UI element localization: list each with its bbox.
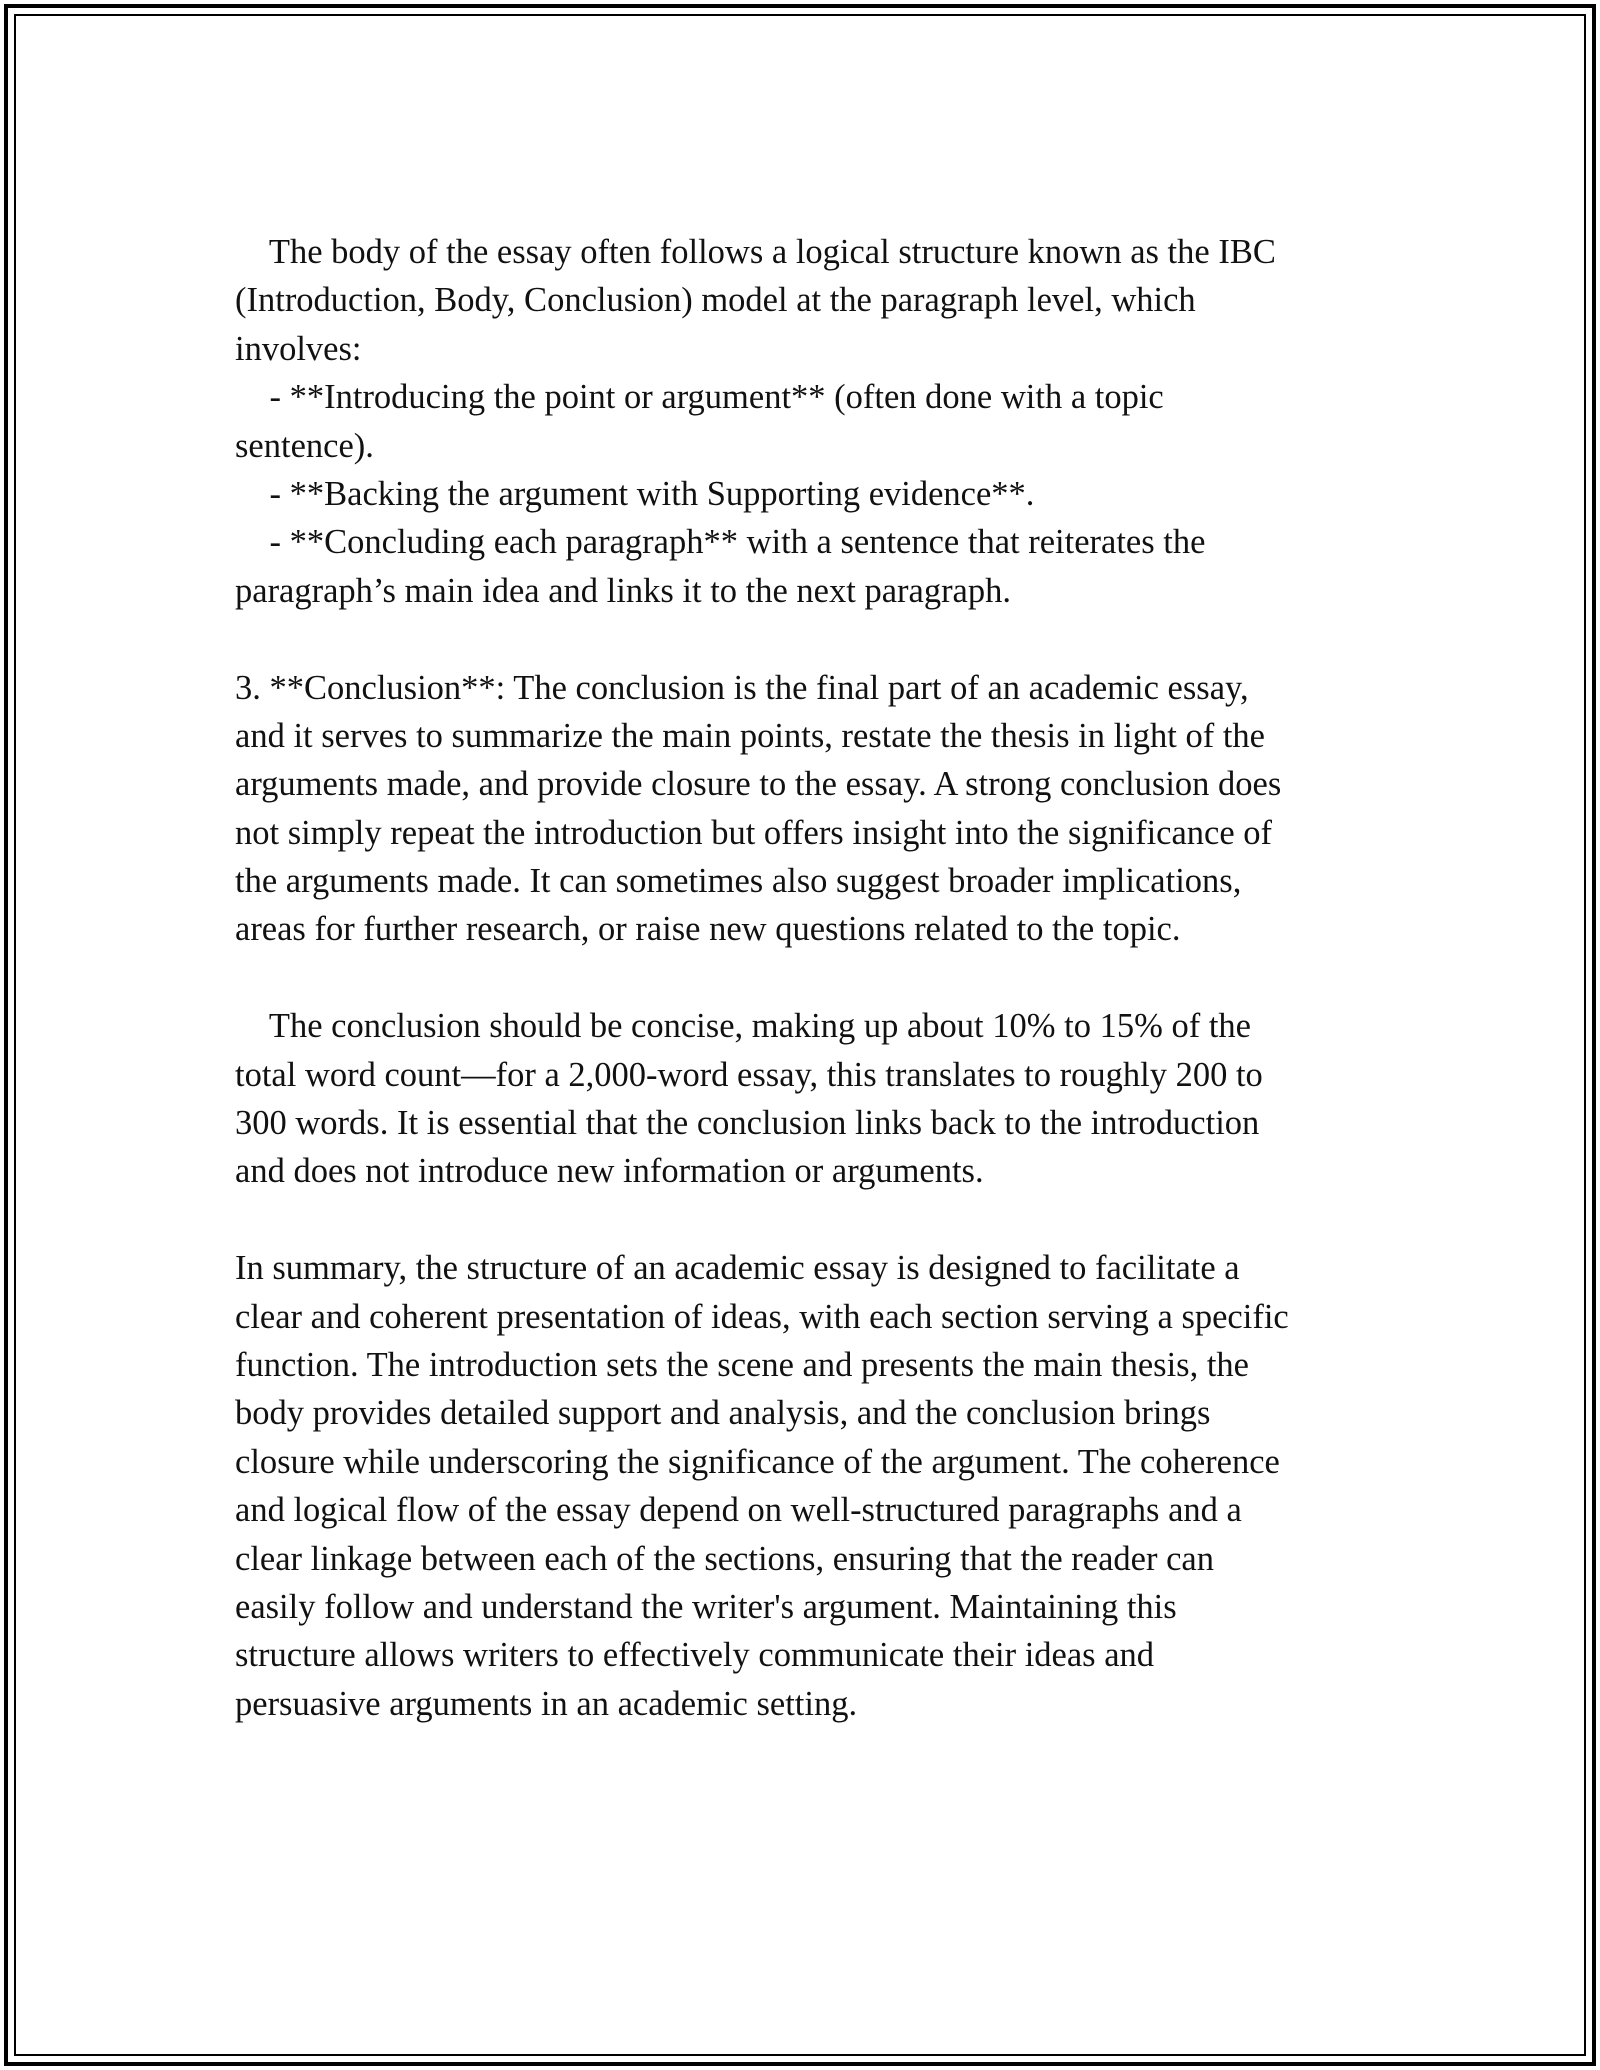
text-line: areas for further research, or raise new questions related to the topic. [235,910,1181,949]
text-line: (Introduction, Body, Conclusion) model at the paragraph level, which [235,281,1196,320]
paragraph-ibc-model [235,228,1365,615]
paragraph-summary [235,1244,1365,1728]
text-line: and does not introduce new information or arguments. [235,1152,984,1191]
text-line: The conclusion should be concise, making up about 10% to 15% of the [235,1007,1251,1046]
text-line: sentence). [235,426,374,465]
paragraph-conclusion-length [235,1002,1365,1196]
text-line: and logical flow of the essay depend on well-structured paragraphs and a [235,1491,1242,1530]
text-line: - **Concluding each paragraph** with a sentence that reiterates the [235,523,1206,562]
paragraph-spacer [235,954,1365,1002]
paragraph-spacer [235,615,1365,663]
text-line: the arguments made. It can sometimes also suggest broader implications, [235,862,1242,901]
text-line: structure allows writers to effectively communicate their ideas and [235,1636,1155,1675]
text-line: arguments made, and provide closure to the essay. A strong conclusion does [235,765,1282,804]
text-line: total word count—for a 2,000-word essay, this translates to roughly 200 to [235,1055,1263,1094]
text-line: The body of the essay often follows a logical structure known as the IBC [235,233,1276,271]
text-line: - **Introducing the point or argument** (often done with a topic [235,378,1164,417]
paragraph-conclusion-section [235,664,1365,954]
text-line: clear linkage between each of the sections, ensuring that the reader can [235,1539,1214,1578]
text-line: 3. **Conclusion**: The conclusion is the final part of an academic essay, [235,668,1249,707]
text-line: involves: [235,329,362,368]
text-line: persuasive arguments in an academic setting. [235,1684,858,1723]
text-line: body provides detailed support and analysis, and the conclusion brings [235,1394,1211,1433]
text-line: easily follow and understand the writer's argument. Maintaining this [235,1587,1177,1626]
text-line: - **Backing the argument with Supporting evidence**. [235,474,1035,513]
text-line: paragraph’s main idea and links it to the next paragraph. [235,571,1011,610]
paragraph-spacer [235,1196,1365,1244]
text-line: clear and coherent presentation of ideas, with each section serving a specific [235,1297,1289,1336]
document-body [235,228,1365,1728]
text-line: 300 words. It is essential that the conclusion links back to the introduction [235,1104,1260,1143]
text-line: not simply repeat the introduction but offers insight into the significance of [235,813,1273,852]
text-line: and it serves to summarize the main points, restate the thesis in light of the [235,716,1265,755]
text-line: closure while underscoring the significance of the argument. The coherence [235,1442,1280,1481]
text-line: In summary, the structure of an academic essay is designed to facilitate a [235,1249,1240,1288]
text-line: function. The introduction sets the scene and presents the main thesis, the [235,1345,1249,1384]
